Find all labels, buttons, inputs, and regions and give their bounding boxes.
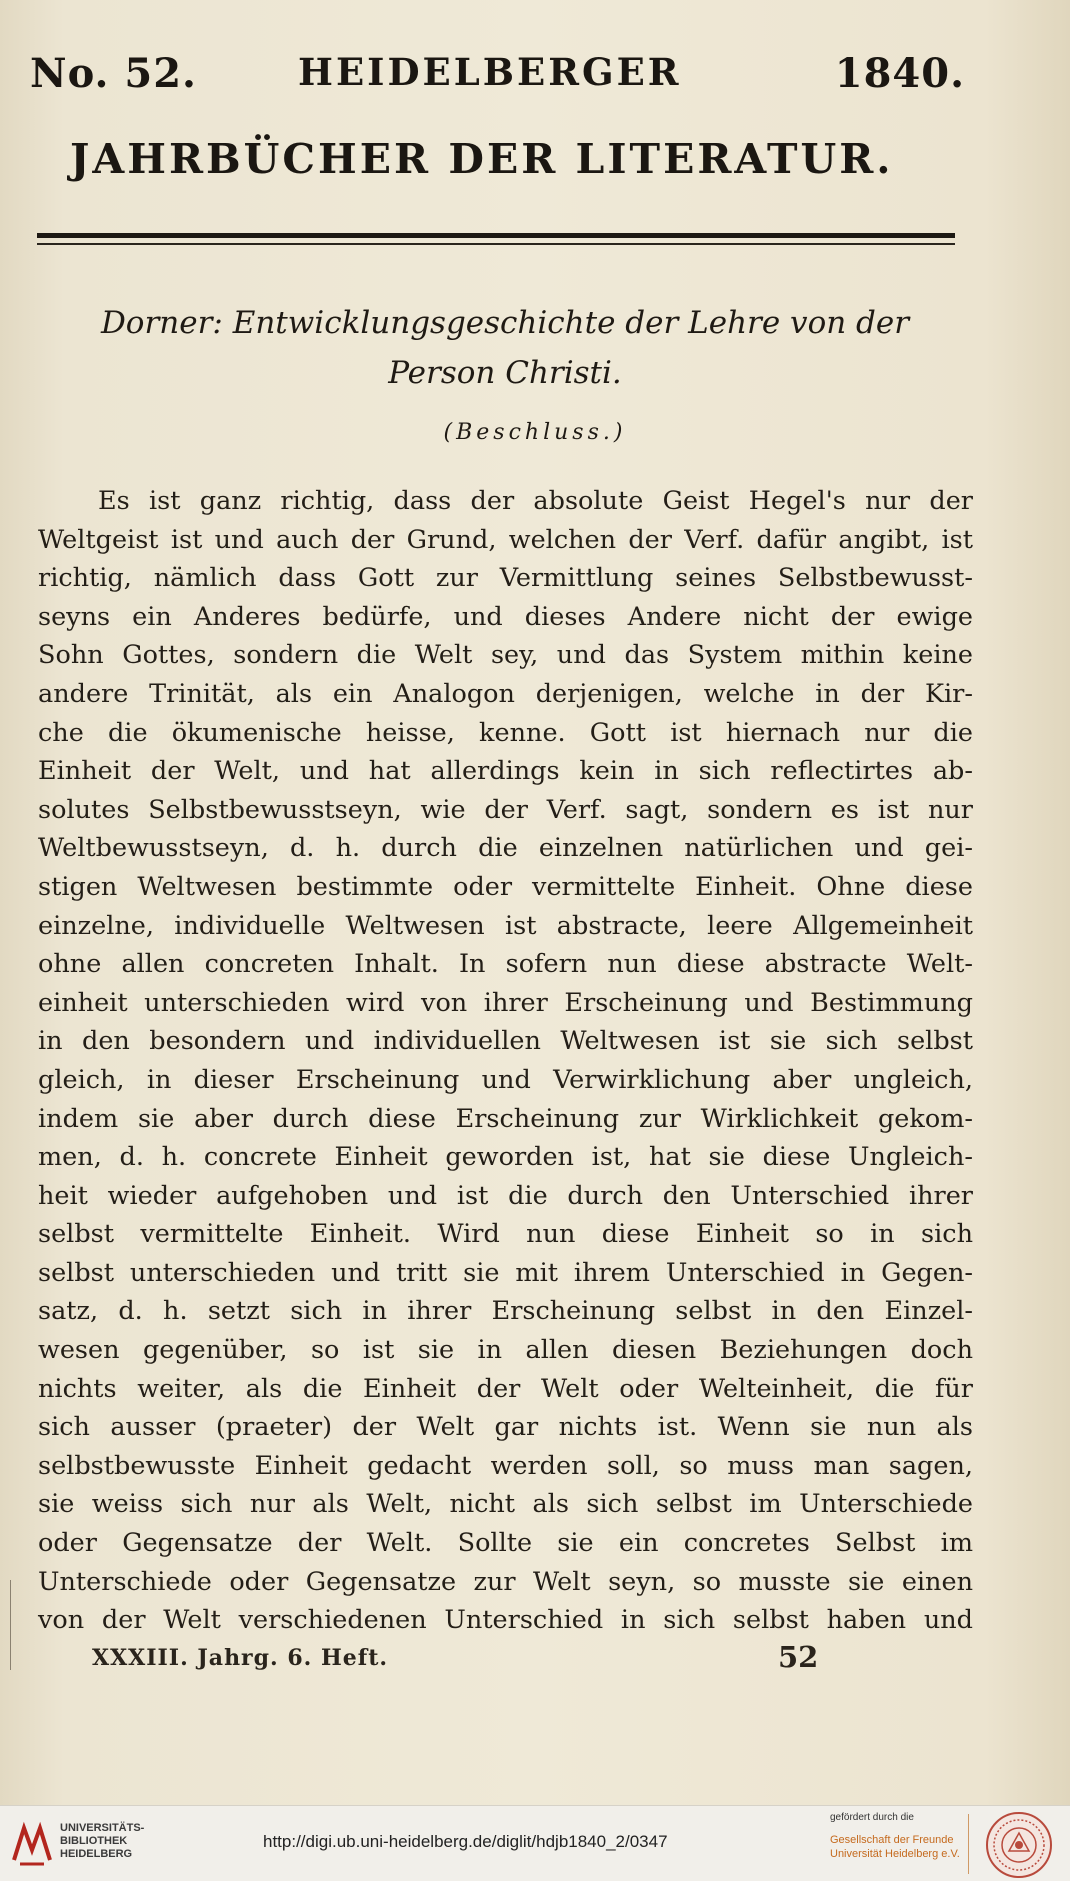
body-line: in den besondern und individuellen Weltwesen ist sie sich selbst bbox=[38, 1026, 973, 1057]
body-line: Es ist ganz richtig, dass der absolute Geist Hegel's nur der bbox=[98, 486, 973, 516]
body-line: Sohn Gottes, sondern die Welt sey, und das System mithin keine bbox=[38, 640, 973, 671]
digitization-footer-bar bbox=[0, 1805, 1070, 1881]
issue-year: 1840. bbox=[834, 50, 965, 97]
body-line: wesen gegenüber, so ist sie in allen diesen Beziehungen doch bbox=[38, 1335, 973, 1366]
body-line: solutes Selbstbewusstseyn, wie der Verf. sagt, sondern es ist nur bbox=[38, 794, 973, 825]
signature-page-number: 52 bbox=[778, 1640, 819, 1674]
conclusion-note: (Beschluss.) bbox=[443, 420, 627, 445]
sponsor-divider bbox=[968, 1814, 969, 1874]
sponsor-name-line-2: Universität Heidelberg e.V. bbox=[830, 1848, 960, 1860]
journal-header bbox=[30, 50, 965, 110]
body-line: richtig, nämlich dass Gott zur Vermittlung seines Selbstbewusst- bbox=[38, 563, 973, 594]
body-line: von der Welt verschiedenen Unterschied in sich selbst haben und bbox=[38, 1605, 973, 1636]
library-logo-icon bbox=[10, 1820, 54, 1866]
body-line: ohne allen concreten Inhalt. In sofern nun diese abstracte Welt- bbox=[38, 949, 973, 980]
body-line: nichts weiter, als die Einheit der Welt oder Welteinheit, die für bbox=[38, 1373, 973, 1404]
body-line: sie weiss sich nur als Welt, nicht als sich selbst im Unterschiede bbox=[38, 1489, 973, 1520]
funded-by-label: gefördert durch die bbox=[830, 1812, 914, 1823]
header-rule-thick bbox=[37, 233, 955, 238]
university-seal-icon bbox=[985, 1811, 1053, 1879]
library-name-line-1: UNIVERSITÄTS- bbox=[60, 1822, 145, 1834]
body-line: einzelne, individuelle Weltwesen ist abstracte, leere Allgemeinheit bbox=[38, 910, 973, 941]
article-title bbox=[40, 298, 970, 398]
issue-number: No. 52. bbox=[30, 50, 197, 97]
body-line: gleich, in dieser Erscheinung und Verwirklichung aber ungleich, bbox=[38, 1064, 973, 1095]
library-name-line-2: BIBLIOTHEK bbox=[60, 1835, 128, 1847]
signature-mark: XXXIII. Jahrg. 6. Heft. bbox=[92, 1645, 389, 1671]
body-line: sich ausser (praeter) der Welt gar nichts ist. Wenn sie nun als bbox=[38, 1412, 973, 1443]
header-rule-thin bbox=[37, 243, 955, 245]
body-line: men, d. h. concrete Einheit geworden ist, hat sie diese Ungleich- bbox=[38, 1142, 973, 1173]
body-line: selbstbewusste Einheit gedacht werden soll, so muss man sagen, bbox=[38, 1450, 973, 1481]
library-name bbox=[60, 1822, 144, 1861]
body-line: andere Trinität, als ein Analogon derjenigen, welche in der Kir- bbox=[38, 678, 973, 709]
body-line: che die ökumenische heisse, kenne. Gott ist hiernach nur die bbox=[38, 717, 973, 748]
body-line: stigen Weltwesen bestimmte oder vermittelte Einheit. Ohne diese bbox=[38, 871, 973, 902]
body-line: Unterschiede oder Gegensatze zur Welt seyn, so musste sie einen bbox=[38, 1566, 973, 1597]
library-name-line-3: HEIDELBERG bbox=[60, 1848, 133, 1860]
journal-subtitle: JAHRBÜCHER DER LITERATUR. bbox=[70, 135, 894, 183]
body-line: oder Gegensatze der Welt. Sollte sie ein concretes Selbst im bbox=[38, 1528, 973, 1559]
body-line: selbst vermittelte Einheit. Wird nun diese Einheit so in sich bbox=[38, 1219, 973, 1250]
body-line: Weltbewusstseyn, d. h. durch die einzelnen natürlichen und gei- bbox=[38, 833, 973, 864]
article-body bbox=[38, 482, 973, 1640]
body-line: einheit unterschieden wird von ihrer Erscheinung und Bestimmung bbox=[38, 987, 973, 1018]
body-line: heit wieder aufgehoben und ist die durch den Unterschied ihrer bbox=[38, 1180, 973, 1211]
body-line: Weltgeist ist und auch der Grund, welchen der Verf. dafür angibt, ist bbox=[38, 524, 973, 555]
article-title-line-2: Person Christi. bbox=[388, 355, 622, 391]
body-line: Einheit der Welt, und hat allerdings kein in sich reflectirtes ab- bbox=[38, 756, 973, 787]
permalink-url[interactable]: http://digi.ub.uni-heidelberg.de/diglit/hdjb1840_2/0347 bbox=[263, 1832, 668, 1851]
gutter-line bbox=[10, 1580, 11, 1670]
body-line: selbst unterschieden und tritt sie mit ihrem Unterschied in Gegen- bbox=[38, 1257, 973, 1288]
sponsor-name-line-1: Gesellschaft der Freunde bbox=[830, 1834, 954, 1846]
body-line: seyns ein Anderes bedürfe, und dieses Andere nicht der ewige bbox=[38, 601, 973, 632]
journal-name: HEIDELBERGER bbox=[298, 50, 682, 94]
sponsor-block bbox=[830, 1812, 965, 1861]
body-line: indem sie aber durch diese Erscheinung zur Wirklichkeit gekom- bbox=[38, 1103, 973, 1134]
body-line: satz, d. h. setzt sich in ihrer Erscheinung selbst in den Einzel- bbox=[38, 1296, 973, 1327]
article-title-line-1: Dorner: Entwicklungsgeschichte der Lehre von der bbox=[100, 305, 910, 341]
